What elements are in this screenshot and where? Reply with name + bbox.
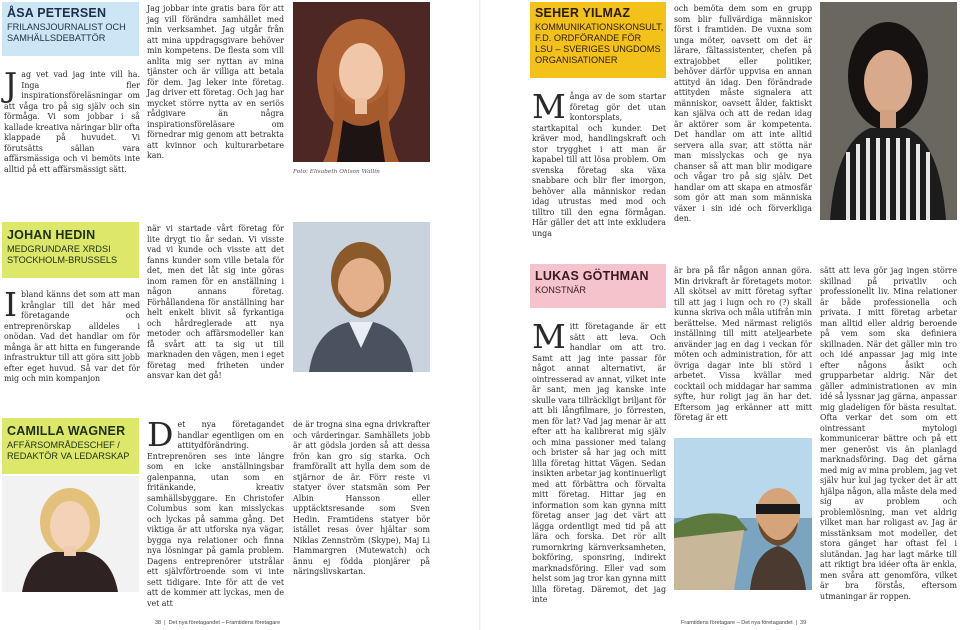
portrait-image — [293, 2, 430, 162]
article-text-col2: är bra på får någon annan göra. Min drivkraft är företagets motor. All skötsel av mitt företag syftar till att jag i lugn och ro (?) skall kunna skriva och måla utifrån min berättelse. Med närmast religiös inställning till mitt ateljearbete använder jag en dag i veckan för möten och administration, för att övriga dagar inte bli störd i arbetet. Vissa kvällar med cocktail och middagar har samma syfte, hur roligt jag än har det. Eftersom jag erkänner att mitt företag är ett — [674, 266, 812, 422]
article-body: ag vet vad jag inte vill ha. Inga fler inspirationsföreläsningar om att våga tro på sig själv och sin förmåga. Vi som jobbar i så kallade kreativa näringar blir ofta klappade på huvudet. Vi förutsätts sällan vara affärsmässiga och vi bemöts inte alltid på ett affärsmässigt sätt. — [4, 70, 140, 174]
page-number: 38 — [155, 620, 162, 626]
article-text — [4, 285, 140, 383]
profile-name: SEHER YILMAZ — [535, 6, 631, 20]
page-title: Framtidens företagare – Det nya företagandet — [681, 620, 793, 626]
profile-role: FRILANSJOURNALIST OCH SAMHÄLLSDEBATTÖR — [7, 22, 126, 43]
right-page — [480, 0, 960, 630]
portrait-photo-seher — [820, 2, 957, 220]
article-body: bland känns det som att man krånglar till det här med företagande och entreprenörskap alldeles i onödan. Vad det handlar om för många är att hitta en fungerande infrastruktur till att göra sitt jobb efter eget huvud. Så var det för mig och min kompanjon — [4, 290, 140, 383]
article-body: et nya företagandet handlar egentligen om en attitydförändring. Entreprenören ses inte längre som en icke anställningsbar galenpanna, utan som en fritänkande, kreativ samhällsbyggare. En Christofer Columbus som kan misslyckas och lyckas på samma gång. Det viktiga är att utforska nya vägar, bygga nya relationer och finna nya lösningar på gamla problem. Dagens entreprenörer utstrålar ett självförtroende som vi inte sett tidigare. Inte för att de vet att de kommer att lyckas, men de vet att — [147, 420, 284, 608]
drop-cap: I — [4, 285, 18, 324]
drop-cap: J — [4, 65, 18, 104]
article-text — [532, 317, 666, 612]
page-title: Det nya företagandet – Framtidens företagare — [168, 620, 281, 626]
profile-role: MEDGRUNDARE XRDSI STOCKHOLM-BRUSSELS — [7, 244, 118, 265]
drop-cap: M — [532, 87, 566, 126]
drop-cap: D — [147, 415, 174, 454]
profile-name: LUKAS GÖTHMAN — [535, 269, 649, 283]
name-box-asa-petersen — [2, 2, 139, 56]
page-number: 39 — [800, 620, 807, 626]
photo-caption: Foto: Elisabeth Ohlson Wallin — [293, 169, 380, 175]
name-box-seher-yilmaz — [530, 2, 666, 78]
name-box-johan-hedin — [2, 222, 139, 278]
portrait-photo-asa — [293, 2, 430, 162]
article-text — [147, 415, 284, 608]
profile-name: JOHAN HEDIN — [7, 228, 96, 242]
page-footer: 38 | Det nya företagandet – Framtidens företagare — [155, 620, 281, 626]
profile-role: KONSTNÄR — [535, 285, 587, 295]
portrait-image — [2, 476, 139, 592]
profile-role: AFFÄRSOMRÅDESCHEF / REDAKTÖR VA LEDARSKAP — [7, 440, 130, 461]
name-box-lukas-gothman — [530, 264, 666, 308]
portrait-image — [674, 438, 812, 590]
article-text — [532, 87, 666, 238]
drop-cap: M — [532, 317, 566, 356]
article-text-col2: och bemöta dem som en grupp som blir fullvärdiga människor först i framtiden. De vuxna som unga möter, oavsett om det är lärare, fältassistenter, chefen på extrajobbet eller politiker, behöver därför uppvisa en annan attityd än idag. Den förändrade attityden måste signalera att människor, oavsett ålder, faktiskt kan själva och att de redan idag är aktörer som är kompetenta. Det handlar om att inte alltid servera alla svar, att stötta när man misslyckas och ge nya chanser så att man blir modigare och vågar tro på sig själv. Det handlar om att skapa en atmosfär som gör att man som människa växer i sin idé och förverkliga den. — [674, 4, 812, 223]
profile-role: KOMMUNIKATIONSKONSULT, F.D. ORDFÖRANDE FÖR LSU – SVERIGES UNGDOMS ORGANISATIONER — [535, 22, 664, 65]
article-text — [4, 65, 140, 174]
article-body: itt företagande är ett sätt att leva. Och handlar om att tro. Samt att jag inte passar för något annat alternativt, är ointresserad av annat, vilket inte är sant, men jag kanske inte skulle vara tillräckligt briljant för att bli långfilmare, jo förresten, men för lat? Vad jag menar är att efter att ha kalibrerat mig själv och mina passioner med talang och brister så har jag och mitt lilla företag hittat Vägen. Sedan insikten arbetar jag kontinuerligt med att förbättra och förvalta mitt företag. Hittar jag en information som kan gynna mitt företag anser jag det värt att lägga ordentligt med tid på att lära och forska. Det rör allt rumornkring kärnverksamheten, bokföring, sponsring, indirekt marknadsföring. Eller vad som helst som jag tror kan gynna mitt lilla företag. Däremot, det jag inte — [532, 322, 666, 604]
landscape-photo-lukas — [674, 438, 812, 590]
article-text-col3: sätt att leva gör jag ingen större skillnad på privatliv och professionellt liv. Mina relationer är både professionella och privata. I mitt företag arbetar man alltid eller aldrig beroende på vem som ska definiera skillnaden. När det gäller min tro och idé anpassar jag mig inte efter någons åsikt och grupparbetar aldrig. När det gäller administrationen av min idé så lyssnar jag gärna, anpassar mig gladeligen för bästa resultat. Ofta verkar det som om ett ointressant mytologi kommunicerar bättre och på ett mer generöst vis än planlagd marknadsföring. Dag det gärna med mig av mina problem, jag vet själv hur kul jag tycker det är att hjälpa någon, alla måste dela med sig av problem och problemlösning, man vet aldrig vilket man har roligast av. Jag är misstänksam mot modeller, det stora gänget har oftast fel i slutändan. Jag har lagt märke till att riktigt bra idéer ofta är enkla, men svåra att genomföra, vilket är bra förstås, eftersom utmaningar är roppen. — [820, 266, 957, 601]
article-text-col2: Jag jobbar inte gratis bara för att jag vill förändra samhället med min verksamhet. Jag utgår från att mina uppdragsgivare behöver min kompetens. De flesta som vill anlita mig ser nyttan av mina tjänster och är villiga att betala för dem. Jag leker inte företag. Jag driver ett företag. Och jag har mycket större nytta av en seriös rådgivare än några inspirationsföreläsare om förnedrar mig genom att betrakta att kvinnor och kulturarbetare kan. — [147, 4, 284, 160]
article-text-col2: när vi startade vårt företag för lite drygt tio år sedan. Vi visste vad vi kunde och visste att det fanns kunder som ville betala för det, men det låt sig inte göras inom ramen för en anställning i någon annans företag. Förhållandena för anställning har helt enkelt blivit så fyrkantiga och hårdreglerade att nya metoder och affärsmodeller kan få svårt att ta sig ut till marknaden den vägen, men i eget företag med friheten under ansvar kan det gå! — [147, 224, 284, 380]
portrait-image — [293, 222, 430, 372]
portrait-image — [820, 2, 957, 220]
profile-name: ÅSA PETERSEN — [7, 6, 107, 20]
page-footer: Framtidens företagare – Det nya företagandet | 39 — [681, 620, 807, 626]
name-box-camilla-wagner — [2, 418, 139, 474]
portrait-photo-johan — [293, 222, 430, 372]
profile-name: CAMILLA WAGNER — [7, 424, 126, 438]
article-body: ånga av de som startar företag gör det utan kontorsplats, startkapital och kunder. Det kräver mod, handlingskraft och stor trygghet i att man är kapabel till att lösa problem. Om svenska företag ska växa snabbare och blir fler imorgon, behöver alla människor redan idag utrustas med mod och tilltro till den egna förmågan. Här gäller det att inte exkludera unga — [532, 92, 666, 238]
portrait-photo-camilla — [2, 476, 139, 592]
article-text-col2: de är trogna sina egna drivkrafter och värderingar. Samhällets jobb är att gödsla jorden så att dessa frön kan gro sig starka. Och framförallt att hylla dem som de stjärnor de är. Förr reste vi statyer över statsmän som Per Albin Hansson eller upptäcktsresande som Sven Hedin. Framtidens statyer bör istället resas över hjältar som Niklas Zennström (Skype), Maj Li Hammargren (Mutewatch) och ännu ej födda pionjärer på näringslivskartan. — [293, 420, 430, 576]
